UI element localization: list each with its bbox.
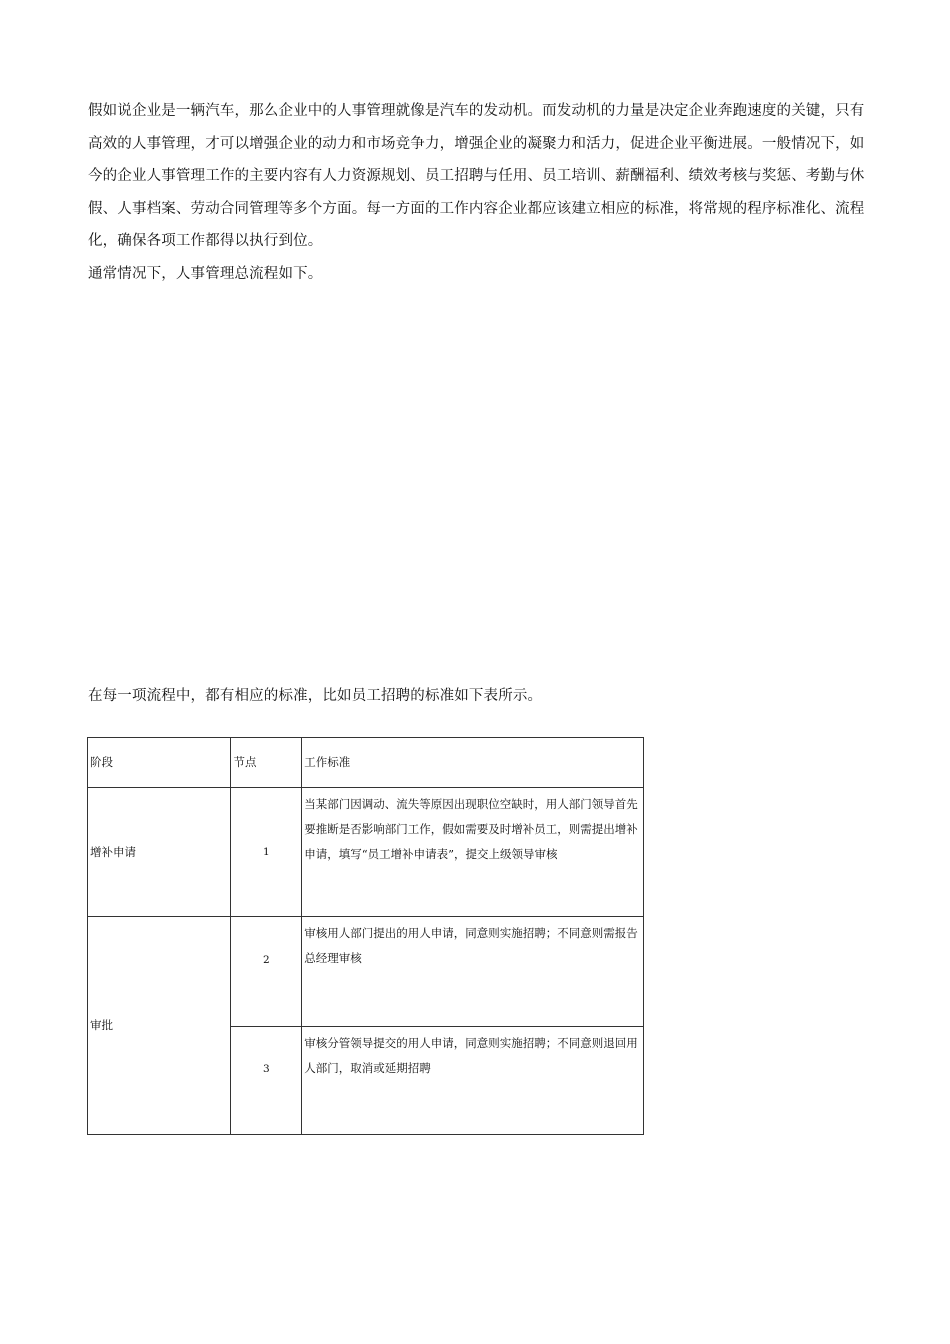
intro-paragraph: 假如说企业是一辆汽车，那么企业中的人事管理就像是汽车的发动机。而发动机的力量是决定企业奔跑速度的关键，只有高效的人事管理，才可以增强企业的动力和市场竞争力，增强企业的凝聚力和活力，促进企业平衡进展。一般情况下，如今的企业人事管理工作的主要内容有人力资源规划、员工招聘与任用、员工培训、薪酬福利、绩效考核与奖惩、考勤与休假、人事档案、劳动合同管理等多个方面。每一方面的工作内容企业都应该建立相应的标准，将常规的程序标准化、流程化，确保各项工作都得以执行到位。 bbox=[88, 103, 865, 249]
node-cell: 1 bbox=[231, 788, 302, 917]
standard-cell: 审核用人部门提出的用人申请，同意则实施招聘；不同意则需报告总经理审核 bbox=[302, 917, 644, 1027]
recruitment-standard-table bbox=[87, 737, 644, 1135]
table-caption: 在每一项流程中，都有相应的标准，比如员工招聘的标准如下表所示。 bbox=[88, 688, 543, 704]
node-cell: 3 bbox=[231, 1027, 302, 1135]
intro-paragraph-flow: 通常情况下，人事管理总流程如下。 bbox=[88, 265, 323, 282]
stage-cell: 增补申请 bbox=[88, 788, 231, 917]
table-row bbox=[88, 788, 644, 917]
node-cell: 2 bbox=[231, 917, 302, 1027]
standard-cell: 审核分管领导提交的用人申请，同意则实施招聘；不同意则退回用人部门，取消或延期招聘 bbox=[302, 1027, 644, 1135]
intro-text bbox=[88, 95, 866, 290]
table-row bbox=[88, 917, 644, 1027]
header-standard: 工作标准 bbox=[302, 738, 644, 788]
table-header-row bbox=[88, 738, 644, 788]
header-node: 节点 bbox=[231, 738, 302, 788]
stage-cell: 审批 bbox=[88, 917, 231, 1135]
header-stage: 阶段 bbox=[88, 738, 231, 788]
standard-cell: 当某部门因调动、流失等原因出现职位空缺时，用人部门领导首先要推断是否影响部门工作，假如需要及时增补员工，则需提出增补申请，填写“员工增补申请表”，提交上级领导审核 bbox=[302, 788, 644, 917]
